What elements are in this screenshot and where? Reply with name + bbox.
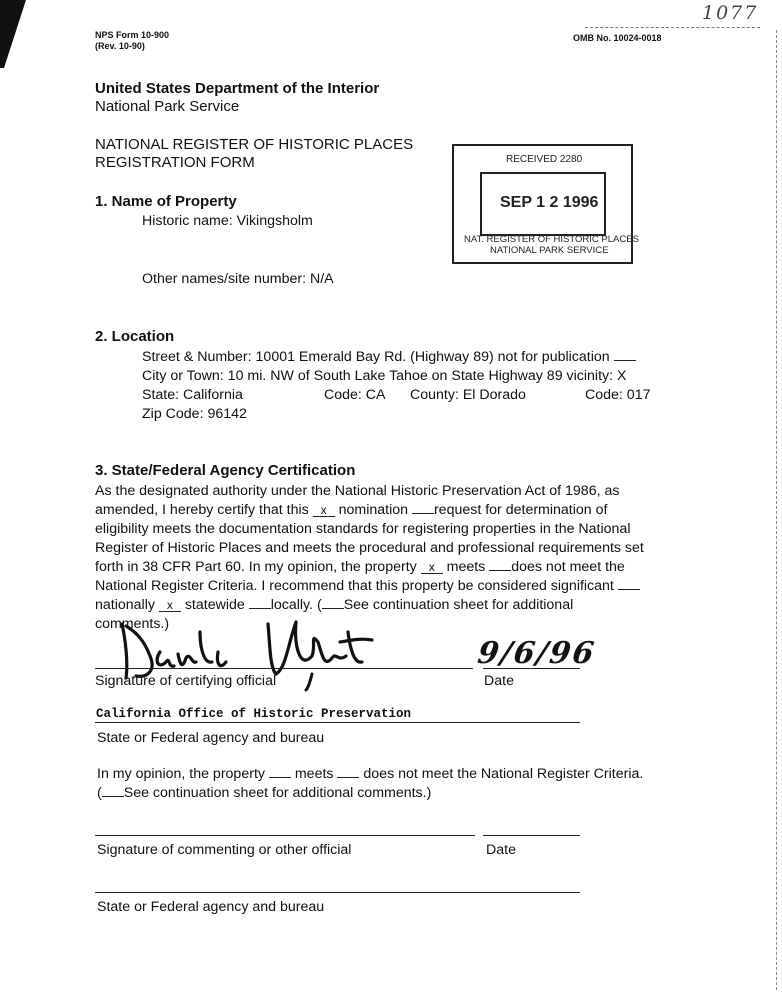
handwritten-file-number: 1077: [702, 2, 759, 24]
form-id: NPS Form 10-900: [95, 30, 170, 40]
comment-signature-line: [95, 835, 475, 836]
department-name: United States Department of the Interior: [95, 80, 380, 97]
state: State: California: [142, 387, 243, 403]
comment-agency-line: [95, 892, 580, 893]
cert-line8: comments.): [95, 616, 170, 632]
form-revision: (Rev. 10-90): [95, 41, 145, 51]
opinion-line1: In my opinion, the property meets does not meet the National Register Criteria.: [97, 766, 644, 782]
stamp-date: SEP 1 2 1996: [500, 194, 599, 211]
signature-label: Signature of certifying official: [95, 673, 277, 689]
cert-line1: As the designated authority under the National Historic Preservation Act of 1986, as: [95, 483, 620, 499]
page-corner-mark: [0, 0, 30, 80]
section1-heading: 1. Name of Property: [95, 193, 237, 210]
stamp-received-label: RECEIVED 2280: [506, 154, 583, 165]
header-rule: [585, 27, 760, 28]
historic-name: Historic name: Vikingsholm: [142, 213, 313, 229]
county-code: Code: 017: [585, 387, 651, 403]
city-town: City or Town: 10 mi. NW of South Lake Tahoe on State Highway 89 vicinity: X: [142, 368, 627, 384]
comment-date-line: [483, 835, 580, 836]
cert-line3: eligibility meets the documentation standards for registering properties in the National: [95, 521, 631, 537]
opinion-line2: ( See continuation sheet for additional comments.): [97, 785, 432, 801]
received-stamp: [452, 144, 639, 264]
cert-line4: Register of Historic Places and meets the procedural and professional requirements set: [95, 540, 644, 556]
state-code: Code: CA: [324, 387, 386, 403]
service-name: National Park Service: [95, 98, 240, 115]
nomination-mark: x: [313, 504, 335, 517]
street-address: Street & Number: 10001 Emerald Bay Rd. (Highway 89) not for publication: [142, 348, 636, 366]
cert-line5: forth in 38 CFR Part 60. In my opinion, the property x meets does not meet the: [95, 559, 625, 575]
county: County: El Dorado: [410, 387, 526, 403]
section3-heading: 3. State/Federal Agency Certification: [95, 462, 356, 479]
stamp-date-box: [480, 172, 606, 236]
statewide-mark: x: [159, 599, 181, 612]
section2-heading: 2. Location: [95, 328, 175, 345]
signature-line: [95, 668, 473, 669]
cert-line7: nationally x statewide locally. ( See continuation sheet for additional: [95, 597, 574, 613]
meets-mark: x: [421, 561, 443, 574]
comment-date-label: Date: [486, 842, 516, 858]
signature-date: 9/6/96: [475, 636, 598, 671]
cert-line6: National Register Criteria. I recommend that this property be considered significant: [95, 577, 640, 595]
omb-number: OMB No. 10024-0018: [573, 33, 662, 43]
date-label: Date: [484, 673, 514, 689]
comment-agency-label: State or Federal agency and bureau: [97, 899, 325, 915]
stamp-line2: NATIONAL PARK SERVICE: [490, 245, 609, 256]
form-title-line2: REGISTRATION FORM: [95, 154, 255, 171]
agency-typed-name: California Office of Historic Preservation: [96, 707, 412, 721]
other-names: Other names/site number: N/A: [142, 271, 334, 287]
form-title-line1: NATIONAL REGISTER OF HISTORIC PLACES: [95, 136, 414, 153]
stamp-line1: NAT. REGISTER OF HISTORIC PLACES: [464, 234, 639, 245]
zip-code: Zip Code: 96142: [142, 406, 247, 422]
cert-line2: amended, I hereby certify that this x nomination request for determination of: [95, 502, 608, 518]
comment-signature-label: Signature of commenting or other official: [97, 842, 352, 858]
agency-label: State or Federal agency and bureau: [97, 730, 325, 746]
agency-line: [95, 722, 580, 723]
scan-edge: [776, 30, 780, 990]
